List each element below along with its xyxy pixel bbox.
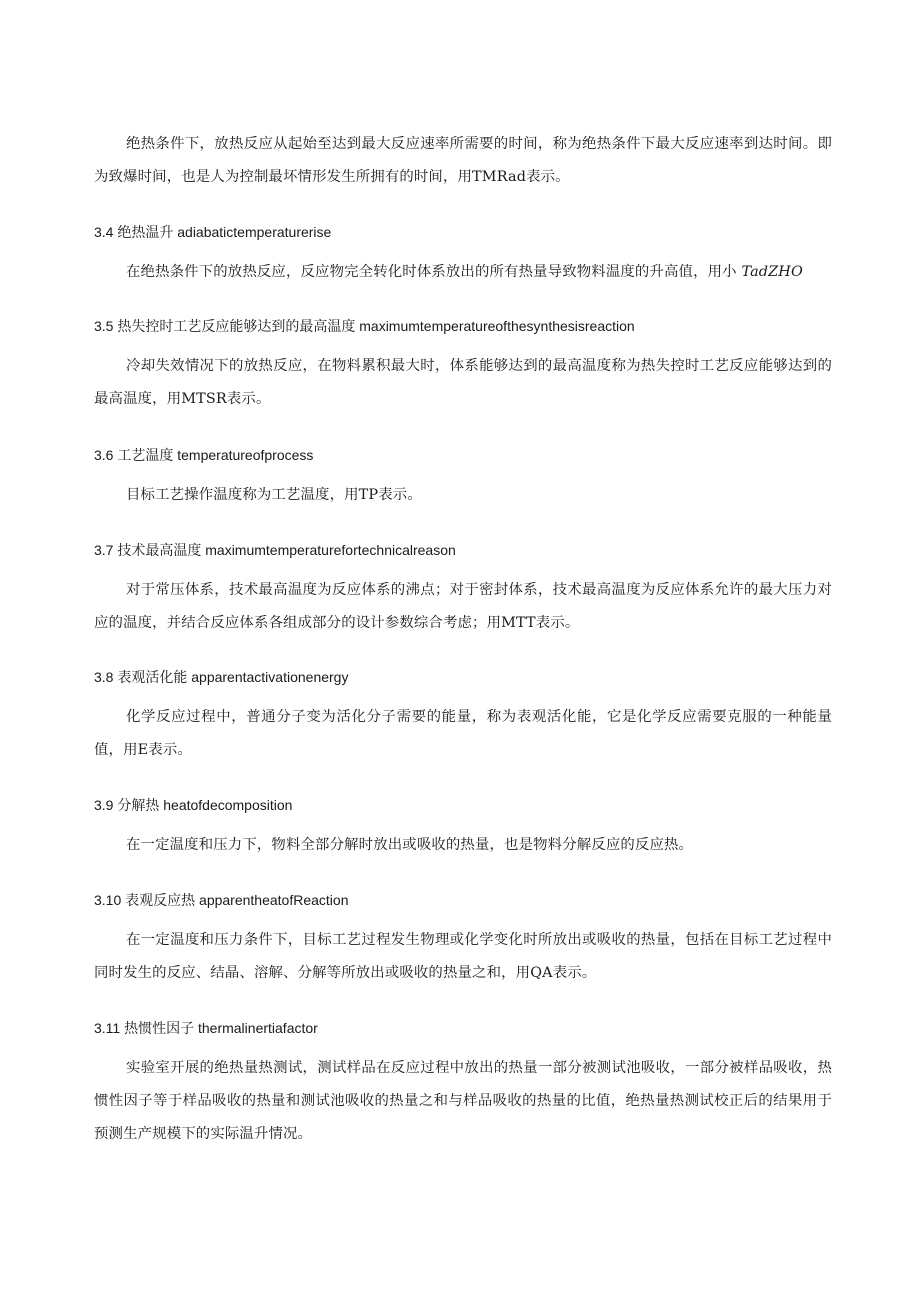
paragraph-3-9: 在一定温度和压力下，物料全部分解时放出或吸收的热量，也是物料分解反应的反应热。 xyxy=(126,837,694,853)
heading-3-9: 3.9 分解热 heatofdecomposition xyxy=(94,797,293,813)
paragraph-tmrad: 绝热条件下，放热反应从起始至达到最大反应速率所需要的时间，称为绝热条件下最大反应速率到达时间。即为致爆时间，也是人为控制最坏情形发生所拥有的时间，用TMRad表示。 xyxy=(94,136,832,185)
paragraph-3-6: 目标工艺操作温度称为工艺温度，用TP表示。 xyxy=(126,487,422,503)
paragraph-3-7: 对于常压体系，技术最高温度为反应体系的沸点；对于密封体系，技术最高温度为反应体系允许的最大压力对应的温度，并结合反应体系各组成部分的设计参数综合考虑；用MTT表示。 xyxy=(94,582,832,631)
paragraph-3-8: 化学反应过程中，普通分子变为活化分子需要的能量，称为表观活化能，它是化学反应需要克服的一种能量值，用E表示。 xyxy=(94,709,832,758)
paragraph-3-10: 在一定温度和压力条件下，目标工艺过程发生物理或化学变化时所放出或吸收的热量，包括在目标工艺过程中同时发生的反应、结晶、溶解、分解等所放出或吸收的热量之和，用QA表示。 xyxy=(94,932,832,981)
paragraph-3-4-text: 在绝热条件下的放热反应，反应物完全转化时体系放出的所有热量导致物料温度的升高值，用小 xyxy=(126,264,742,280)
heading-3-10: 3.10 表观反应热 apparentheatofReaction xyxy=(94,892,349,908)
heading-3-8: 3.8 表观活化能 apparentactivationenergy xyxy=(94,669,349,685)
paragraph-3-11: 实验室开展的绝热量热测试，测试样品在反应过程中放出的热量一部分被测试池吸收，一部分被样品吸收，热惯性因子等于样品吸收的热量和测试池吸收的热量之和与样品吸收的热量的比值，绝热量热测试校正后的结果用于预测生产规模下的实际温升情况。 xyxy=(94,1060,832,1142)
paragraph-3-4 xyxy=(94,256,832,289)
heading-3-6: 3.6 工艺温度 temperatureofprocess xyxy=(94,447,314,463)
heading-3-11: 3.11 热惯性因子 thermalinertiafactor xyxy=(94,1020,318,1036)
paragraph-3-4-term: TadZHO xyxy=(741,264,803,280)
heading-3-7: 3.7 技术最高温度 maximumtemperaturefortechnicalreason xyxy=(94,542,456,558)
heading-3-5: 3.5 热失控时工艺反应能够达到的最高温度 maximumtemperatureofthesynthesisreaction xyxy=(94,318,635,334)
paragraph-3-5: 冷却失效情况下的放热反应，在物料累积最大时，体系能够达到的最高温度称为热失控时工艺反应能够达到的最高温度，用MTSR表示。 xyxy=(94,358,832,407)
heading-3-4: 3.4 绝热温升 adiabatictemperaturerise xyxy=(94,224,332,240)
